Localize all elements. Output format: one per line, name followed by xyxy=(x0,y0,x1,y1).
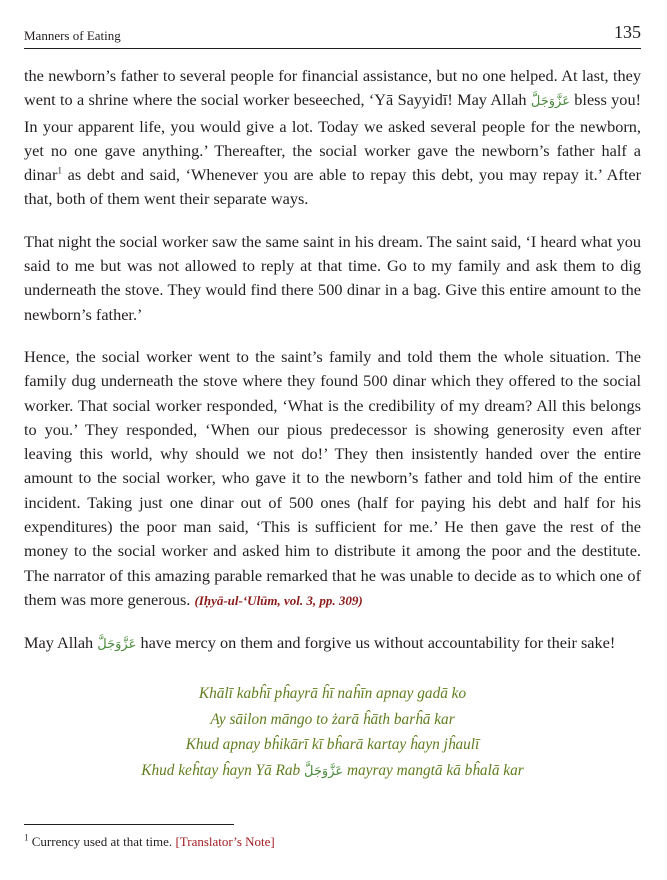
poem-line-4-b: mayray mangtā kā bĥalā kar xyxy=(346,761,524,779)
arabic-honorific-glyph: عَزَّوَجَلَّ xyxy=(304,763,344,779)
paragraph-4 xyxy=(24,631,641,657)
arabic-honorific-glyph: عَزَّوَجَلَّ xyxy=(97,637,137,653)
p3-text: Hence, the social worker went to the saint’s family and told them the whole situation. The family dug underneath the stove where they found 500 dinar which they offered to the social worker. That social worker responded, ‘What is the credibility of my dream? All this belongs to you.’ They responded, ‘When our pious predecessor is showing generosity even after leaving this world, why should we not do!’ They then insistently handed over the entire amount to the social worker, who gave it to the newborn’s father and told him of the entire incident. Taking just one dinar out of 500 ones (half for paying his debt and half for his expenditures) the poor man said, ‘This is sufficient for me.’ He then gave the rest of the money to the social worker and asked him to distribute it among the poor and the destitute. The narrator of this amazing parable remarked that he was unable to decide as to which one of them was more generous. xyxy=(24,346,641,609)
p1-text-b: bless you! In your apparent life, you would give a lot. Today we asked several people for the newborn, yet no one gave anything.’ Thereafter, the social worker gave the newborn’s father half a dinar xyxy=(24,90,642,185)
poem-verse xyxy=(24,681,641,784)
poem-line-1: Khālī kabĥī pĥayrā ĥī naĥīn apnay gadā ko xyxy=(198,685,467,702)
footnote-text: Currency used at that time. xyxy=(31,834,173,849)
footnote-number: 1 xyxy=(24,832,29,843)
citation-reference: (Iḥyā-ul-‘Ulūm, vol. 3, pp. 309) xyxy=(194,592,363,608)
main-text xyxy=(24,64,641,676)
footnote-marker[interactable]: 1 xyxy=(57,165,62,176)
paragraph-1 xyxy=(24,64,641,212)
running-header xyxy=(24,22,641,49)
footnote xyxy=(24,834,275,850)
running-title: Manners of Eating xyxy=(24,28,121,43)
poem-line-4-a: Khud keĥtay ĥayn Yā Rab xyxy=(141,761,301,779)
footnote-divider xyxy=(24,824,234,825)
poem-line-4 xyxy=(24,758,641,785)
paragraph-3 xyxy=(24,345,641,613)
arabic-honorific-glyph: عَزَّوَجَلَّ xyxy=(530,94,570,110)
p1-text-c: as debt and said, ‘Whenever you are able to repay this debt, you may repay it.’ After that, both of them went their separate ways. xyxy=(24,165,641,209)
p1-text-a: the newborn’s father to several people for financial assistance, but no one helped. At last, they went to a shrine where the social worker beseeched, ‘Yā Sayyidī! May Allah xyxy=(24,66,641,110)
paragraph-2: That night the social worker saw the same saint in his dream. The saint said, ‘I heard what you said to me but was not allowed to reply at that time. Go to my family and ask them to dig underneath the stove. They would find there 500 dinar in a bag. Give this entire amount to the newborn’s father.’ xyxy=(24,231,641,324)
translator-note: [Translator’s Note] xyxy=(175,834,275,849)
poem-line-2: Ay sāilon māngo to żarā ĥāth barĥā kar xyxy=(210,710,455,728)
p4-text-a: May Allah xyxy=(24,633,94,653)
page-number: 135 xyxy=(614,22,641,42)
p4-text-b: have mercy on them and forgive us without accountability for their sake! xyxy=(140,633,616,653)
poem-line-3: Khud apnay bĥikārī kī bĥarā kartay ĥayn jĥaulī xyxy=(185,736,480,753)
